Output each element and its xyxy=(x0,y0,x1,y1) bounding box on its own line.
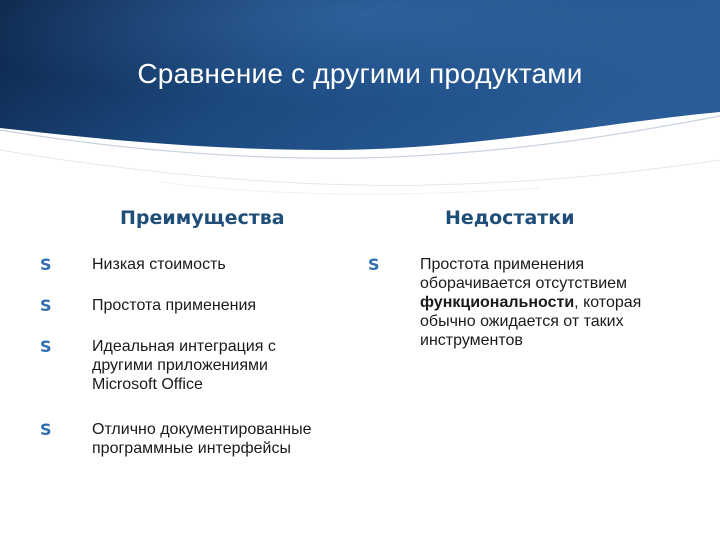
list-item-text-end: , которая обычно ожидается от таких инструментов xyxy=(420,294,642,349)
bullet-icon: S xyxy=(40,420,52,439)
list-item xyxy=(40,337,302,394)
disadvantages-heading: Недостатки xyxy=(445,207,575,229)
list-item-text: Идеальная интеграция с другими приложениями Microsoft Office xyxy=(92,338,276,393)
bullet-icon: S xyxy=(40,255,52,274)
bullet-icon: S xyxy=(368,255,380,274)
list-item-text xyxy=(420,256,641,349)
list-item xyxy=(40,255,350,274)
disadvantages-list xyxy=(368,255,668,350)
list-item xyxy=(368,255,680,350)
list-item-text: Простота применения xyxy=(92,297,257,314)
slide-title: Сравнение с другими продуктами xyxy=(137,58,583,89)
slide-header-band xyxy=(0,0,720,200)
list-item-text: Низкая стоимость xyxy=(92,256,226,273)
advantages-heading: Преимущества xyxy=(120,207,285,229)
list-item-emphasis: функциональности xyxy=(420,294,575,311)
bullet-icon: S xyxy=(40,337,52,356)
list-item xyxy=(40,420,352,458)
list-item xyxy=(40,296,350,315)
list-item-text-start: Простота применения оборачивается отсутствием xyxy=(420,256,628,292)
bullet-icon: S xyxy=(40,296,52,315)
header-wave-graphic xyxy=(0,0,720,200)
advantages-list xyxy=(40,255,350,480)
list-item-text: Отлично документированные программные интерфейсы xyxy=(92,421,312,457)
